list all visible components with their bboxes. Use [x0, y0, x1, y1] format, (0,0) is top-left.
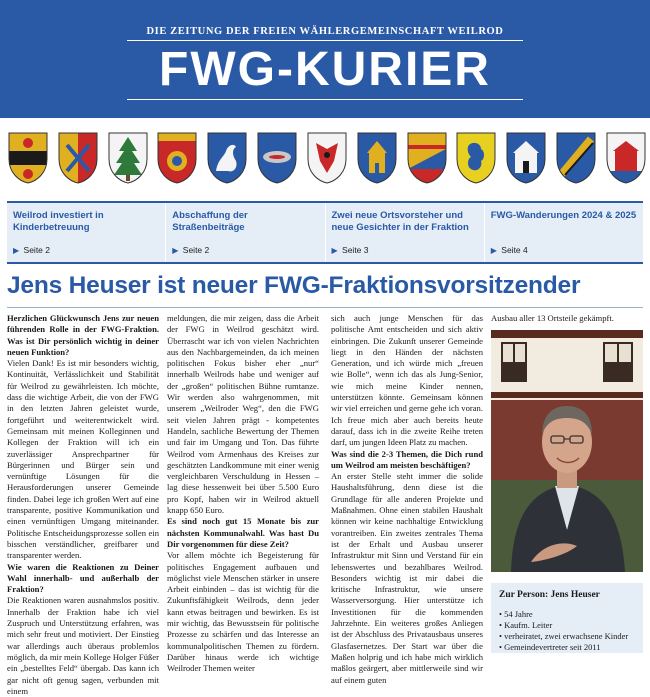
masthead-rule-top — [127, 40, 523, 41]
crest-icon-7 — [306, 131, 348, 185]
interview-question: Was sind die 2-3 Themen, die Dich rund um Weilrod am meisten beschäftigen? — [331, 448, 483, 470]
portrait-photo — [491, 330, 643, 572]
teaser-page-ref — [172, 245, 209, 255]
crest-icon-10 — [455, 131, 497, 185]
teaser-item[interactable] — [326, 203, 485, 262]
crest-icon-2 — [57, 131, 99, 185]
crest-icon-12 — [555, 131, 597, 185]
triangle-right-icon: ▶ — [490, 246, 497, 255]
teaser-page-label: Seite 3 — [342, 245, 369, 255]
interview-answer: Vor allem möchte ich Begeisterung für politisches Engagement aufbauen und möglichst viele Menschen stärker in unsere Arbeit einbinden – das ist wichtig für die Zukunftsfähigkeit Weilrods, denn jeder kann etwas beitragen und bewirken. Es ist mir wichtig, das Bewusstsein für politische Prozesse zu schärfen und das Interesse an kommunalpolitischen Themen zu fördern. Darüber hinaus werde ich wichtige Weilroder Themen weiter — [167, 550, 319, 674]
teaser-item[interactable] — [485, 203, 643, 262]
teaser-item[interactable] — [7, 203, 166, 262]
crest-icon-6 — [256, 131, 298, 185]
infobox-item: • 54 Jahre — [499, 609, 635, 620]
article-column-4-text: Ausbau aller 13 Ortsteile gekämpft. — [491, 313, 614, 323]
crest-icon-9 — [406, 131, 448, 185]
teaser-page-label: Seite 2 — [23, 245, 50, 255]
teaser-bar — [7, 201, 643, 264]
article-column-3 — [331, 313, 483, 685]
infobox-list — [499, 609, 635, 653]
crest-icon-1 — [7, 131, 49, 185]
article-headline: Jens Heuser ist neuer FWG-Fraktionsvorsitzender — [7, 272, 581, 299]
teaser-page-ref — [13, 245, 50, 255]
masthead-rule-bottom — [127, 99, 523, 100]
infobox-item: • verheiratet, zwei erwachsene Kinder — [499, 631, 635, 642]
masthead-tagline: DIE ZEITUNG DER FREIEN WÄHLERGEMEINSCHAFT WEILROD — [146, 26, 504, 37]
interview-answer: sich auch junge Menschen für das politische Amt entscheiden und sich aktiv einbringen. Die Zukunft unserer Gemeinde liegt in den Händen der nächsten Generation, und ich würde mich „freuen wie Bolle“, wenn ich das als Jung-Senior, wie mich meine Kinder nennen, unterstützen könnte. Gemeinsam können wir viel erreichen und gerne gehe ich voran. Ich freue mich aber auch bereits heute darauf, dass ich in die zweite Reihe treten darf, um jungen Ideen Platz zu machen. — [331, 313, 483, 448]
teaser-page-label: Seite 2 — [182, 245, 210, 255]
interview-answer: Die Reaktionen waren ausnahmslos positiv. Innerhalb der Fraktion habe ich viel Zuspruch und Unterstützung erfahren, was mich sehr freut und motiviert. Der Einstieg war allerdings auch überaus problemlos möglich, da mir mein Kollege Holger Füßer ein „bestelltes Feld“ übergab. Das kann ich gar nicht oft genug sagen, verbunden mit einem — [7, 595, 159, 696]
teaser-page-label: Seite 4 — [501, 245, 528, 255]
teaser-headline: Zwei neue Ortsvorsteher und neue Gesichter in der Fraktion — [331, 210, 469, 233]
profile-infobox — [491, 583, 643, 653]
crest-icon-8 — [356, 131, 398, 185]
masthead-title: FWG-KURIER — [159, 43, 491, 96]
article-column-2 — [167, 313, 319, 674]
article-column-1 — [7, 313, 159, 696]
masthead — [0, 0, 650, 118]
coat-of-arms-row — [7, 131, 647, 191]
crest-icon-4 — [156, 131, 198, 185]
teaser-headline: FWG-Wanderungen 2024 & 2025 — [490, 210, 637, 221]
interview-answer: meldungen, die mir zeigen, dass die Arbeit der FWG in Weilrod geschätzt wird. Überrascht war ich von vielen Nachrichten aus den Nachbargemeinden, da ich meinen politischen Fokus bisher eher „nur“ innerhalb Weilrods habe und weniger auf der „großen“ politischen Bühne rumtanze. Wir werden also wahrgenommen, mit unserem „Weilroder Weg“, den die FWG seit vielen Jahren prägt - kompetentes Handeln, sachliche Bewertung der Themen und fair im Umgang und Ton. Das führte Weilrod vom Armenhaus des Kreises zur geschätzten Landkommune mit einer wenig vergleichbaren Verschuldung in Hessen – lag diese hessenweit bei über 5.500 Euro pro Kopf, haben wir in Weilrod aktuell knapp 650 Euro. — [167, 313, 319, 516]
crest-icon-5 — [206, 131, 248, 185]
interview-answer: Vielen Dank! Es ist mir besonders wichtig, Kontinuität, Verlässlichkeit und Stabilität für Weilrod zu gewährleisten. Ich möchte, dass die wichtige Arbeit, die von der FWG in den letzten Jahren geleistet wurde, fortgeführt und weiterentwickelt wird. Gemeinsam mit meinen Kolleginnen und Kollegen der Fraktion will ich ein zuverlässiger Ansprechpartner für Bürgerinnen und Bürger sein und vernünftige Lösungen für die Herausforderungen unserer Gemeinde finden. Dabei lege ich großen Wert auf eine transparente, positive Kommunikation und einen vernünftigen Umgang miteinander. Politische Entscheidungsprozesse sollen ein bisschen verständlicher, greifbarer und transparenter werden. — [7, 358, 159, 561]
teaser-headline: Abschaffung der Straßenbeiträge — [172, 210, 248, 233]
interview-question: Wie waren die Reaktionen zu Deiner Wahl innerhalb- und außerhalb der Fraktion? — [7, 561, 159, 595]
infobox-title: Zur Person: Jens Heuser — [499, 590, 600, 600]
crest-icon-3 — [107, 131, 149, 185]
triangle-right-icon: ▶ — [13, 246, 20, 255]
teaser-page-ref — [491, 245, 528, 255]
teaser-headline: Weilrod investiert in Kinderbetreuung — [13, 210, 104, 233]
teaser-item[interactable] — [166, 203, 325, 262]
interview-question: Es sind noch gut 15 Monate bis zur nächsten Kommunalwahl. Was hast Du Dir vorgenommen für diese Zeit? — [167, 516, 319, 549]
crest-icon-13 — [605, 131, 647, 185]
triangle-right-icon: ▶ — [172, 246, 179, 255]
infobox-item: • Gemeindevertreter seit 2011 — [499, 642, 635, 653]
teaser-page-ref — [332, 245, 369, 255]
crest-icon-11 — [505, 131, 547, 185]
interview-answer: An erster Stelle steht immer die solide Haushaltsführung, denn diese ist die Grundlage für alle anderen Projekte und Maßnahmen. Ohne einen stabilen Haushalt können wir keine nachhaltige Entwicklung vorantreiben. Ein zweites zentrales Thema ist der Erhalt und Ausbau unserer Infrastruktur mit Sinn und Verstand für ein lebenswertes und bezahlbares Weilrod. Besonders wichtig ist mir dabei die kritische Infrastruktur, wie unsere Wasserversorgung. Hier unterstütze ich Investitionen für die kommenden Jahrzehnte. Ein weiteres großes Anliegen ist der Abschluss des Privatausbaus unseres Glasfasernetzes. Der Start war über die Maßen holprig und ich habe mich wirklich maßlos geärgert, aber mittlerweile sind wir auf einem guten — [331, 471, 483, 685]
interview-question: Herzlichen Glückwunsch Jens zur neuen führenden Rolle in der FWG-Fraktion. Was ist Dir persönlich wichtig in deiner neuen Funktion? — [7, 313, 159, 357]
triangle-right-icon: ▶ — [331, 246, 338, 255]
infobox-item: • Kaufm. Leiter — [499, 620, 635, 631]
headline-divider — [7, 307, 643, 308]
